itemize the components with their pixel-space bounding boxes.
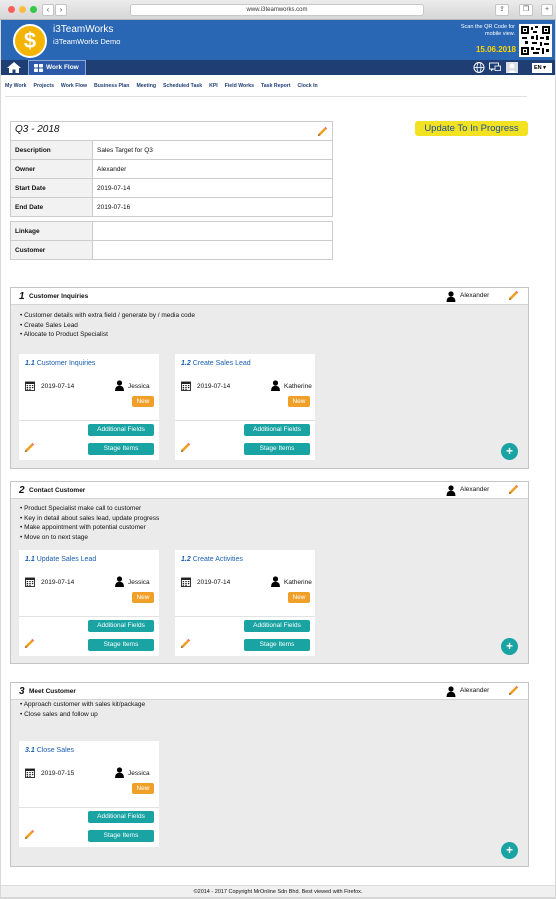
task-number: 3.1 — [25, 747, 35, 754]
stage-items-button[interactable]: Stage Items — [88, 443, 154, 455]
stage-description-line: • Approach customer with sales kit/package — [20, 701, 146, 708]
stage-name: Customer Inquiries — [29, 293, 89, 300]
stage-items-button[interactable]: Stage Items — [244, 443, 310, 455]
assignee-icon — [115, 380, 124, 391]
add-task-button[interactable]: + — [501, 842, 518, 859]
update-status-button[interactable]: Update To In Progress — [415, 121, 528, 136]
owner-icon — [446, 686, 456, 697]
menu-item-field-works[interactable]: Field Works — [224, 83, 254, 89]
task-date: 2019-07-14 — [41, 383, 75, 390]
field-value-description: Sales Target for Q3 — [93, 141, 333, 160]
edit-pencil-icon[interactable] — [507, 685, 519, 697]
task-number: 1.1 — [25, 556, 35, 563]
page — [1, 20, 555, 897]
field-value-owner: Alexander — [93, 160, 333, 179]
card-divider — [19, 616, 159, 617]
stage-description-line: • Allocate to Product Specialist — [20, 331, 108, 338]
additional-fields-button[interactable]: Additional Fields — [244, 620, 310, 632]
stage-number: 1 — [19, 291, 25, 302]
footer: ©2014 - 2017 Copyright MrOnline Sdn Bhd. Best viewed with Firefox. — [1, 885, 555, 897]
browser-toolbar — [0, 0, 556, 20]
app-title: i3TeamWorks — [53, 24, 114, 35]
task-date: 2019-07-14 — [41, 579, 75, 586]
task-card — [19, 741, 159, 847]
stage-description-line: • Product Specialist make call to customer — [20, 505, 142, 512]
qr-caption-line-1: Scan the QR Code for — [460, 24, 515, 30]
stage-items-button[interactable]: Stage Items — [88, 830, 154, 842]
header-date: 15.06.2018 — [475, 45, 516, 54]
stage-panel — [10, 481, 529, 664]
status-badge: New — [132, 396, 154, 407]
task-name: Update Sales Lead — [36, 556, 97, 563]
tab-work-flow[interactable] — [28, 60, 86, 75]
tab-work-flow-label: Work Flow — [46, 64, 79, 71]
workflow-info-table — [10, 121, 333, 217]
task-title[interactable] — [25, 747, 74, 754]
linkage-label: Linkage — [11, 222, 93, 241]
stage-description — [20, 700, 145, 719]
task-assignee: Jessica — [128, 579, 150, 586]
calendar-icon — [25, 768, 35, 778]
logo: $ — [13, 24, 47, 58]
tabs-icon[interactable]: ❐ — [519, 4, 533, 16]
new-tab-icon[interactable]: + — [541, 4, 553, 16]
stage-panel — [10, 682, 529, 867]
task-card — [19, 354, 159, 460]
status-badge: New — [288, 592, 310, 603]
card-divider — [175, 420, 315, 421]
task-assignee: Katherine — [284, 383, 312, 390]
menu-item-projects[interactable]: Projects — [33, 83, 54, 89]
edit-pencil-icon[interactable] — [179, 442, 191, 454]
owner-icon — [446, 485, 456, 496]
workflow-title: Q3 - 2018 — [15, 124, 60, 135]
task-assignee: Jessica — [128, 383, 150, 390]
calendar-icon — [25, 577, 35, 587]
stage-number: 2 — [19, 485, 25, 496]
add-task-button[interactable]: + — [501, 638, 518, 655]
customer-label: Customer — [11, 241, 93, 260]
stage-owner: Alexander — [460, 486, 490, 493]
stage-description-line: • Move on to next stage — [20, 533, 89, 541]
minimize-window-icon[interactable] — [19, 6, 26, 13]
task-card — [175, 354, 315, 460]
stage-description-line: • Customer details with extra field / generate by / media code — [20, 312, 195, 319]
menu-item-meeting[interactable]: Meeting — [136, 83, 157, 89]
stage-name: Contact Customer — [29, 487, 86, 494]
qr-code-icon — [519, 24, 552, 57]
field-label-description: Description — [11, 141, 93, 160]
linkage-value — [93, 222, 333, 241]
stage-description — [20, 311, 195, 340]
stage-description-line: • Create Sales Lead — [20, 321, 78, 329]
menu-item-work-flow[interactable]: Work Flow — [60, 83, 88, 89]
task-card — [175, 550, 315, 656]
field-value-end-date: 2019-07-16 — [93, 198, 333, 217]
app-header — [1, 20, 555, 60]
stage-owner: Alexander — [460, 292, 490, 299]
close-window-icon[interactable] — [8, 6, 15, 13]
assignee-icon — [115, 576, 124, 587]
grid-icon — [34, 64, 43, 72]
task-name: Create Sales Lead — [192, 360, 251, 367]
globe-icon[interactable] — [473, 62, 485, 73]
language-label: EN — [534, 65, 542, 71]
menu-item-clock-in[interactable]: Clock In — [297, 83, 318, 89]
stage-items-button[interactable]: Stage Items — [88, 639, 154, 651]
task-number: 1.1 — [25, 360, 35, 367]
module-menu — [5, 82, 323, 94]
assignee-icon — [271, 576, 280, 587]
task-name: Customer Inquiries — [36, 360, 96, 367]
share-icon[interactable]: ⇪ — [495, 4, 509, 16]
edit-pencil-icon[interactable] — [179, 638, 191, 650]
task-title[interactable] — [25, 556, 96, 563]
status-badge: New — [132, 783, 154, 794]
edit-pencil-icon[interactable] — [316, 126, 328, 138]
status-badge: New — [288, 396, 310, 407]
menu-item-business-plan[interactable]: Business Plan — [94, 83, 130, 89]
edit-pencil-icon[interactable] — [23, 829, 35, 841]
stage-owner: Alexander — [460, 687, 490, 694]
card-divider — [175, 616, 315, 617]
stage-items-button[interactable]: Stage Items — [244, 639, 310, 651]
home-icon[interactable] — [7, 62, 21, 73]
additional-fields-button[interactable]: Additional Fields — [88, 424, 154, 436]
stage-description-line: • Make appointment with potential customer — [20, 524, 146, 531]
task-title[interactable] — [25, 360, 95, 367]
edit-pencil-icon[interactable] — [507, 484, 519, 496]
assignee-icon — [271, 380, 280, 391]
task-date: 2019-07-14 — [197, 579, 231, 586]
task-card — [19, 550, 159, 656]
task-name: Create Activities — [192, 556, 243, 563]
menu-item-kpi[interactable]: KPI — [209, 83, 218, 89]
edit-pencil-icon[interactable] — [507, 290, 519, 302]
stage-panel — [10, 287, 529, 469]
stage-header — [11, 482, 528, 499]
forward-icon[interactable]: › — [55, 4, 67, 16]
menu-item-my-work[interactable]: My Work — [5, 83, 27, 89]
assignee-icon — [115, 767, 124, 778]
message-icon[interactable] — [489, 62, 501, 73]
language-select[interactable]: EN ▾ — [532, 63, 552, 73]
calendar-icon — [25, 381, 35, 391]
menu-divider — [5, 96, 527, 97]
field-label-end-date: End Date — [11, 198, 93, 217]
additional-fields-button[interactable]: Additional Fields — [88, 811, 154, 823]
task-number: 1.2 — [181, 556, 191, 563]
calendar-icon — [181, 577, 191, 587]
task-title[interactable] — [181, 360, 251, 367]
task-name: Close Sales — [36, 747, 75, 754]
task-date: 2019-07-15 — [41, 770, 75, 777]
customer-value[interactable] — [93, 241, 333, 260]
menu-item-task-report[interactable]: Task Report — [260, 83, 291, 89]
linkage-table — [10, 221, 333, 260]
card-divider — [19, 420, 159, 421]
additional-fields-button[interactable]: Additional Fields — [88, 620, 154, 632]
back-icon[interactable]: ‹ — [42, 4, 54, 16]
app-subtitle: i3TeamWorks Demo — [53, 37, 121, 46]
additional-fields-button[interactable]: Additional Fields — [244, 424, 310, 436]
card-divider — [19, 807, 159, 808]
task-assignee: Jessica — [128, 770, 150, 777]
status-badge: New — [132, 592, 154, 603]
edit-pencil-icon[interactable] — [23, 638, 35, 650]
qr-caption — [441, 24, 515, 38]
task-number: 1.2 — [181, 360, 191, 367]
qr-caption-line-2: mobile view. — [485, 31, 515, 37]
field-label-owner: Owner — [11, 160, 93, 179]
stage-description — [20, 504, 159, 542]
field-label-start-date: Start Date — [11, 179, 93, 198]
stage-name: Meet Customer — [29, 688, 76, 695]
add-task-button[interactable]: + — [501, 443, 518, 460]
user-avatar-icon[interactable] — [506, 62, 518, 73]
field-value-start-date: 2019-07-14 — [93, 179, 333, 198]
menu-item-scheduled-task[interactable]: Scheduled Task — [163, 83, 203, 89]
task-assignee: Katherine — [284, 579, 312, 586]
nav-bar — [1, 60, 555, 75]
stage-description-line: • Key in detail about sales lead, update progress — [20, 514, 160, 522]
workflow-title-cell — [11, 122, 333, 141]
maximize-window-icon[interactable] — [30, 6, 37, 13]
stage-header — [11, 288, 528, 305]
stage-number: 3 — [19, 686, 25, 697]
edit-pencil-icon[interactable] — [23, 442, 35, 454]
stage-description-line: • Close sales and follow up — [20, 710, 98, 718]
owner-icon — [446, 291, 456, 302]
stage-header — [11, 683, 528, 700]
task-title[interactable] — [181, 556, 243, 563]
calendar-icon — [181, 381, 191, 391]
url-bar[interactable]: www.i3teamworks.com — [130, 4, 424, 16]
task-date: 2019-07-14 — [197, 383, 231, 390]
